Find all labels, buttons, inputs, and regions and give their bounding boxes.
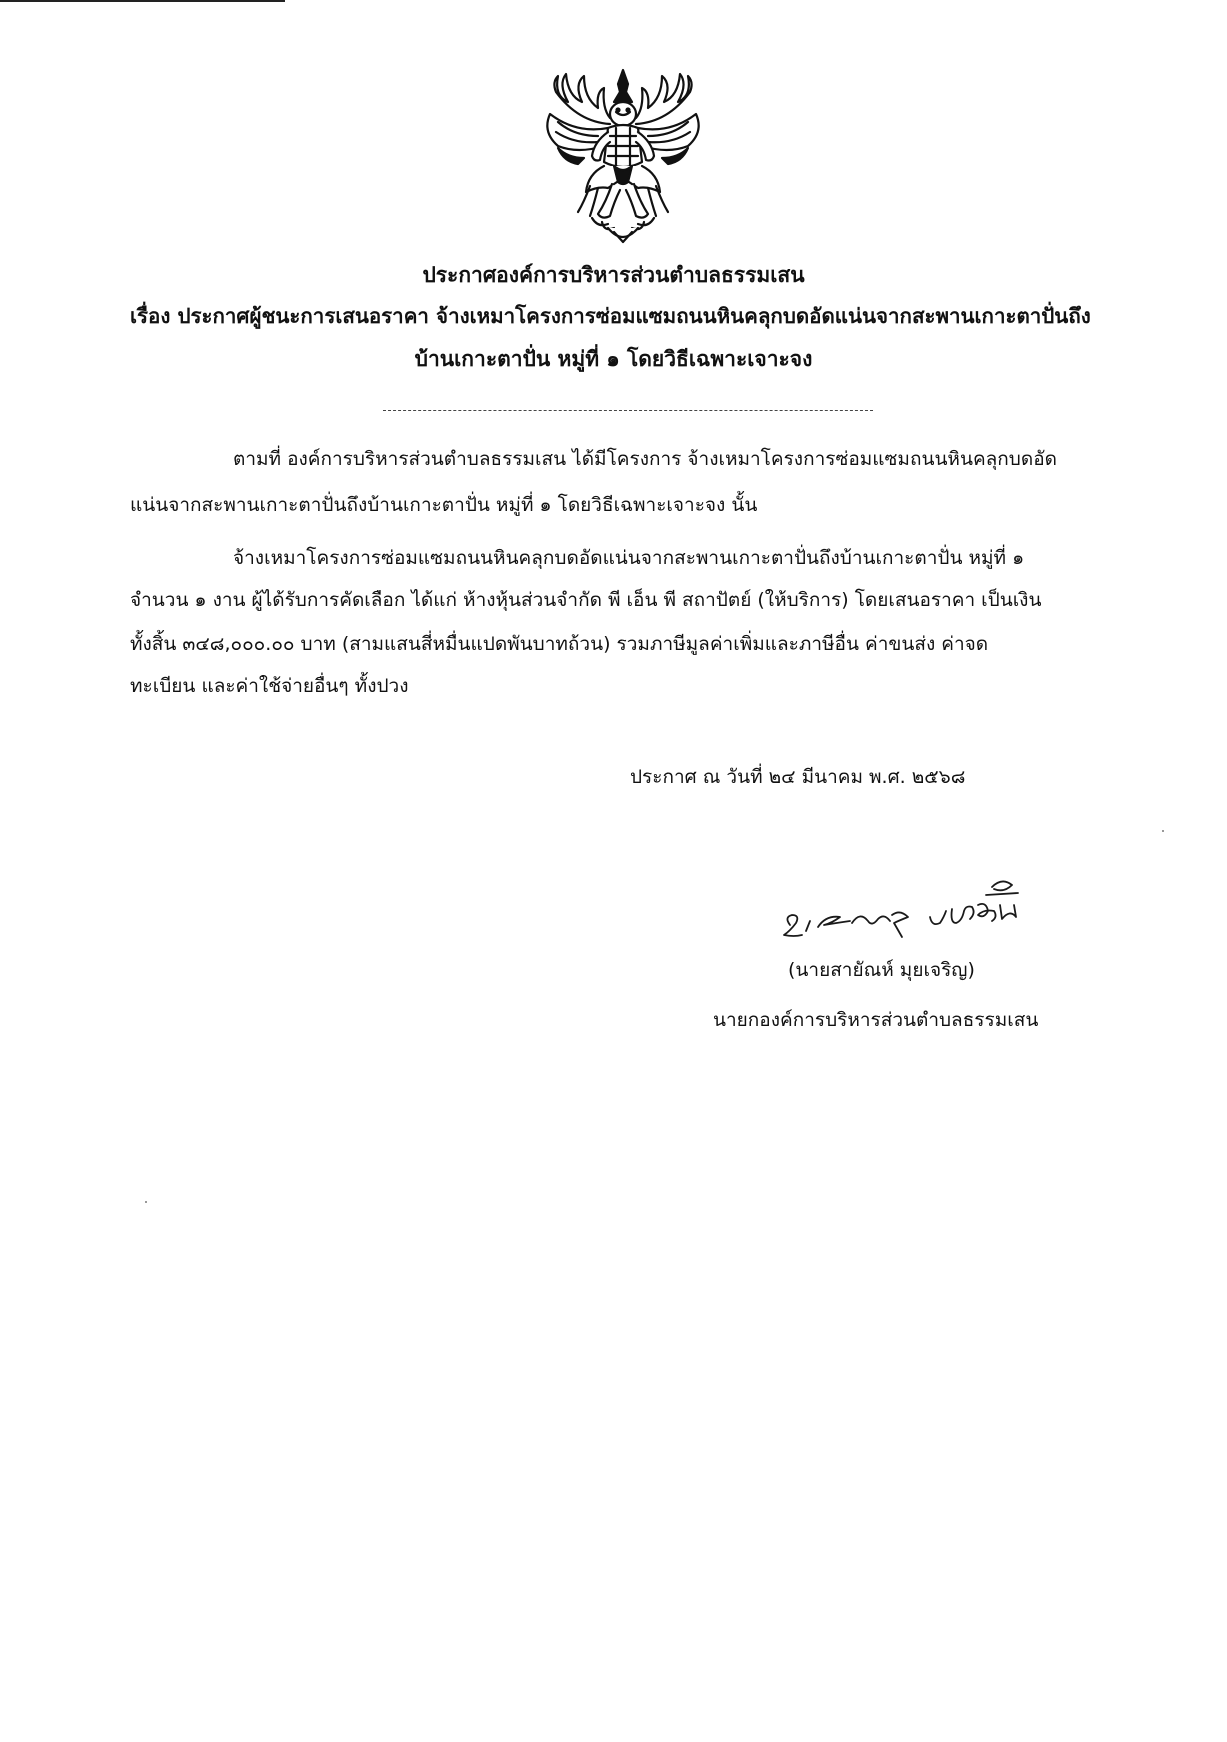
announcement-title: ประกาศองค์การบริหารส่วนตำบลธรรมเสน [422,263,805,287]
scan-top-rule [0,0,285,2]
title-separator [383,410,873,411]
paragraph-1-line-2: แน่นจากสะพานเกาะตาปั่นถึงบ้านเกาะตาปั่น หมู่ที่ ๑ โดยวิธีเฉพาะเจาะจง นั้น [130,494,758,516]
subject-line-2: บ้านเกาะตาปั่น หมู่ที่ ๑ โดยวิธีเฉพาะเจาะจง [414,347,813,371]
handwritten-signature-icon [780,865,1060,960]
subject-line-1: เรื่อง ประกาศผู้ชนะการเสนอราคา จ้างเหมาโครงการซ่อมแซมถนนหินคลุกบดอัดแน่นจากสะพานเกาะตาปั่นถึง [130,304,1091,328]
scan-speck [145,1201,147,1203]
signer-name: (นายสายัณห์ มุยเจริญ) [788,959,975,981]
garuda-emblem-icon [528,62,718,252]
signer-position: นายกองค์การบริหารส่วนตำบลธรรมเสน [713,1009,1039,1031]
paragraph-2-line-3: ทั้งสิ้น ๓๔๘,๐๐๐.๐๐ บาท (สามแสนสี่หมื่นแปดพันบาทถ้วน) รวมภาษีมูลค่าเพิ่มและภาษีอื่น ค่าขนส่ง ค่าจด [130,633,989,655]
paragraph-1-line-1: ตามที่ องค์การบริหารส่วนตำบลธรรมเสน ได้มีโครงการ จ้างเหมาโครงการซ่อมแซมถนนหินคลุกบดอัด [233,448,1057,470]
paragraph-2-line-2: จำนวน ๑ งาน ผู้ได้รับการคัดเลือก ได้แก่ ห้างหุ้นส่วนจำกัด พี เอ็น พี สถาปัตย์ (ให้บริการ) โดยเสนอราคา เป็นเงิน [130,589,1042,611]
paragraph-2-line-1: จ้างเหมาโครงการซ่อมแซมถนนหินคลุกบดอัดแน่นจากสะพานเกาะตาปั่นถึงบ้านเกาะตาปั่น หมู่ที่ ๑ [233,547,1025,569]
scan-speck [1162,830,1164,832]
paragraph-2-line-4: ทะเบียน และค่าใช้จ่ายอื่นๆ ทั้งปวง [130,675,409,697]
announcement-date: ประกาศ ณ วันที่ ๒๔ มีนาคม พ.ศ. ๒๕๖๘ [630,766,966,788]
